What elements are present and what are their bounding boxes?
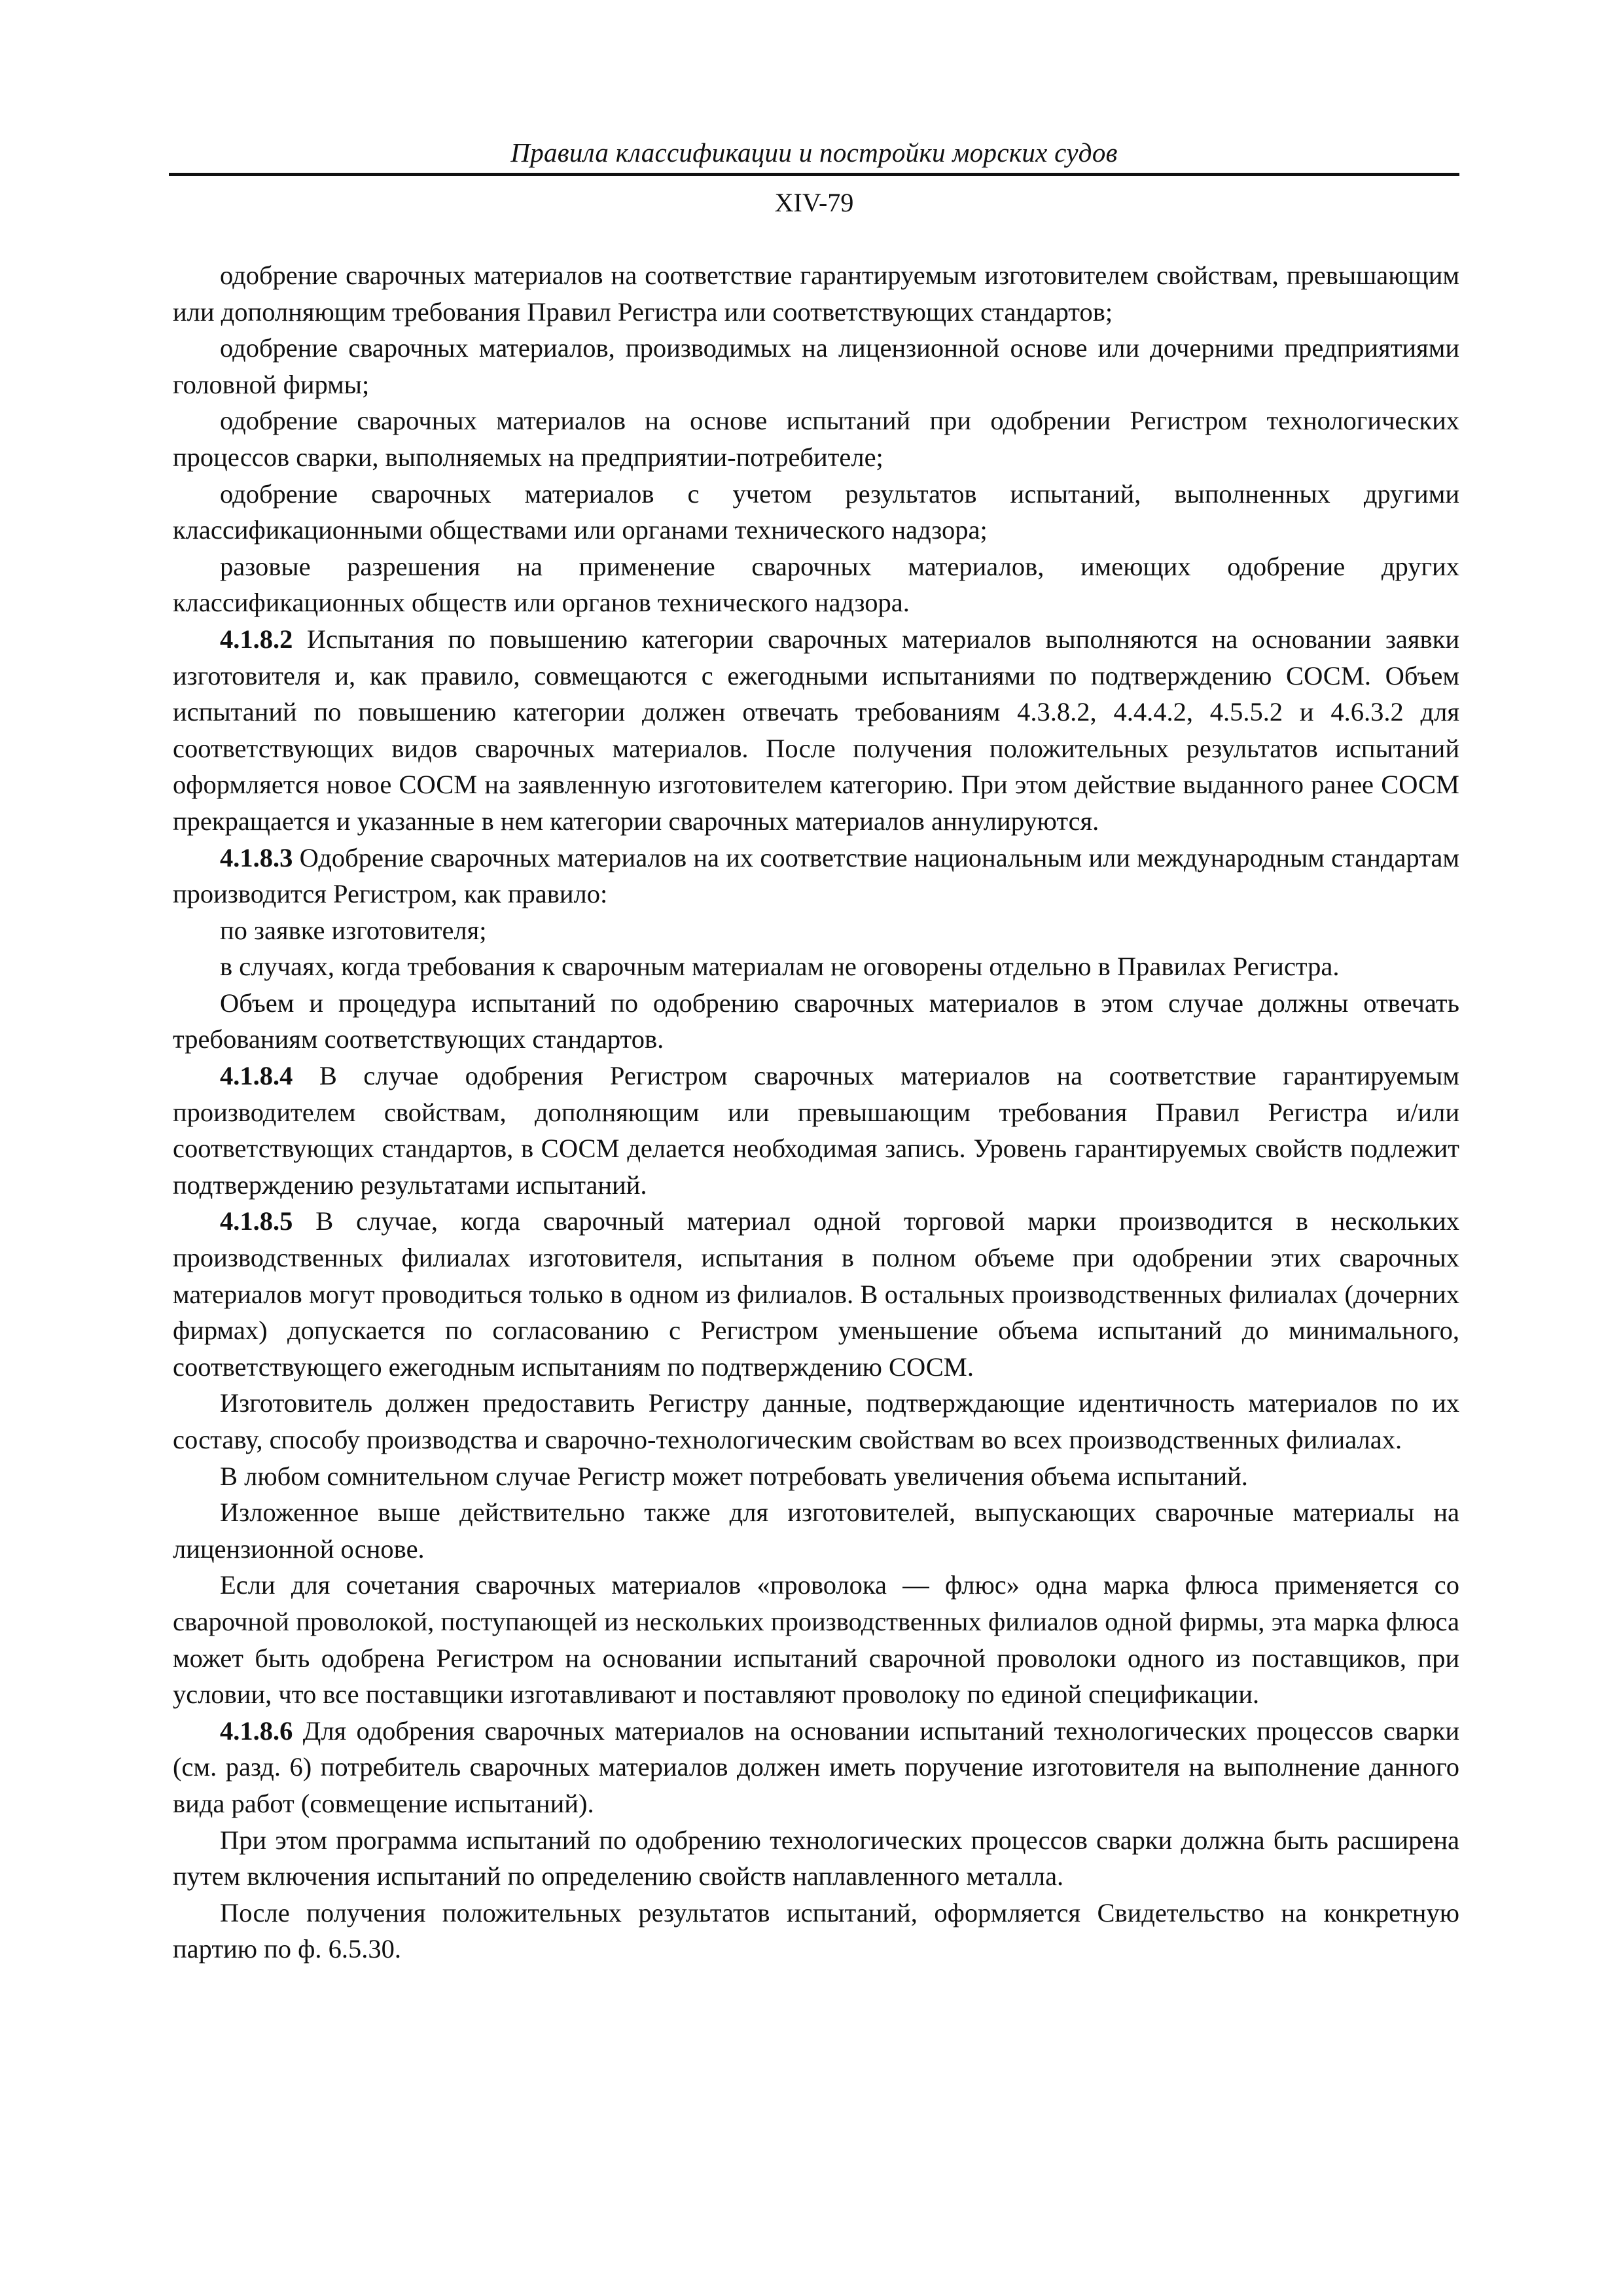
paragraph: [173, 1458, 1459, 1495]
paragraph: [173, 1567, 1459, 1712]
paragraph-text: в случаях, когда требования к сварочным материалам не оговорены отдельно в Правилах Регистра.: [220, 952, 1340, 982]
paragraph-text: Изложенное выше действительно также для изготовителей, выпускающих сварочные материалы на лицензионной основе.: [173, 1498, 1459, 1564]
paragraph-text: Испытания по повышению категории сварочных материалов выполняются на основании заявки изготовителя и, как правило, совмещаются с ежегодными испытаниями по подтверждению СОСМ. Объем испытаний по повышению категории должен отвечать требованиям 4.3.8.2, 4.4.4.2, 4.5.5.2 и 4.6.3.2 для соответствующих видов сварочных материалов. После получения положительных результатов испытаний оформляется новое СОСМ на заявленную изготовителем категорию. При этом действие выданного ранее СОСМ прекращается и указанные в нем категории сварочных материалов аннулируются.: [173, 624, 1459, 836]
paragraph: [173, 1058, 1459, 1203]
clause-number: 4.1.8.4: [220, 1061, 293, 1091]
paragraph: [173, 840, 1459, 912]
paragraph-text: Объем и процедура испытаний по одобрению сварочных материалов в этом случае должны отвечать требованиям соответствующих стандартов.: [173, 988, 1459, 1054]
page-number: XIV-79: [774, 188, 854, 217]
clause-number: 4.1.8.5: [220, 1206, 293, 1236]
paragraph: [173, 1895, 1459, 1967]
paragraph-text: Если для сочетания сварочных материалов «проволока — флюс» одна марка флюса применяется со сварочной проволокой, поступающей из нескольких производственных филиалов одной фирмы, эта марка флюса может быть одобрена Регистром на основании испытаний сварочной проволоки одного из поставщиков, при условии, что все поставщики изготавливают и поставляют проволоку по единой спецификации.: [173, 1570, 1459, 1710]
paragraph: [173, 548, 1459, 621]
paragraph: [173, 1494, 1459, 1567]
paragraph: [173, 948, 1459, 985]
paragraph-text: Для одобрения сварочных материалов на основании испытаний технологических процессов сварки (см. разд. 6) потребитель сварочных материалов должен иметь поручение изготовителя на выполнение данного вида работ (совмещение испытаний).: [173, 1715, 1459, 1818]
paragraph-text: При этом программа испытаний по одобрению технологических процессов сварки должна быть расширена путем включения испытаний по определению свойств наплавленного металла.: [173, 1825, 1459, 1892]
clause-number: 4.1.8.6: [220, 1715, 293, 1746]
paragraph: [173, 476, 1459, 548]
paragraph-text: В случае, когда сварочный материал одной торговой марки производится в нескольких производственных филиалах изготовителя, испытания в полном объеме при одобрении этих сварочных материалов могут проводиться только в одном из филиалов. В остальных производственных филиалах (дочерних фирмах) допускается по согласованию с Регистром уменьшение объема испытаний до минимального, соответствующего ежегодным испытаниям по подтверждению СОСМ.: [173, 1206, 1459, 1382]
header-divider: [169, 173, 1459, 176]
paragraph-text: одобрение сварочных материалов на соответствие гарантируемым изготовителем свойствам, превышающим или дополняющим требования Правил Регистра или соответствующих стандартов;: [173, 260, 1459, 327]
clause-number: 4.1.8.3: [220, 842, 293, 872]
paragraph-text: После получения положительных результатов испытаний, оформляется Свидетельство на конкретную партию по ф. 6.5.30.: [173, 1897, 1459, 1964]
paragraph-text: Одобрение сварочных материалов на их соответствие национальным или международным стандартам производится Регистром, как правило:: [173, 842, 1459, 909]
paragraph-text: В любом сомнительном случае Регистр может потребовать увеличения объема испытаний.: [220, 1461, 1248, 1491]
paragraph: [173, 257, 1459, 330]
document-body: [173, 257, 1459, 1967]
paragraph: [173, 1822, 1459, 1895]
paragraph: [173, 985, 1459, 1058]
paragraph: [173, 1385, 1459, 1458]
paragraph-text: В случае одобрения Регистром сварочных материалов на соответствие гарантируемым производителем свойствам, дополняющим или превышающим требования Правил Регистра и/или соответствующих стандартов, в СОСМ делается необходимая запись. Уровень гарантируемых свойств подлежит подтверждению результатами испытаний.: [173, 1061, 1459, 1200]
paragraph: [173, 403, 1459, 475]
clause-number: 4.1.8.2: [220, 624, 293, 654]
paragraph: [173, 1203, 1459, 1385]
paragraph-text: одобрение сварочных материалов, производимых на лицензионной основе или дочерними предприятиями головной фирмы;: [173, 333, 1459, 399]
running-header-title: Правила классификации и постройки морских судов: [510, 137, 1118, 168]
paragraph-text: разовые разрешения на применение сварочных материалов, имеющих одобрение других классификационных обществ или органов технического надзора.: [173, 551, 1459, 618]
paragraph-text: одобрение сварочных материалов на основе испытаний при одобрении Регистром технологических процессов сварки, выполняемых на предприятии-потребителе;: [173, 406, 1459, 472]
paragraph: [173, 621, 1459, 840]
paragraph-text: одобрение сварочных материалов с учетом результатов испытаний, выполненных другими классификационными обществами или органами технического надзора;: [173, 478, 1459, 545]
paragraph-text: Изготовитель должен предоставить Регистру данные, подтверждающие идентичность материалов по их составу, способу производства и сварочно-технологическим свойствам во всех производственных филиалах.: [173, 1388, 1459, 1454]
paragraph-text: по заявке изготовителя;: [220, 915, 487, 945]
paragraph: [173, 1713, 1459, 1822]
paragraph: [173, 912, 1459, 949]
paragraph: [173, 330, 1459, 403]
